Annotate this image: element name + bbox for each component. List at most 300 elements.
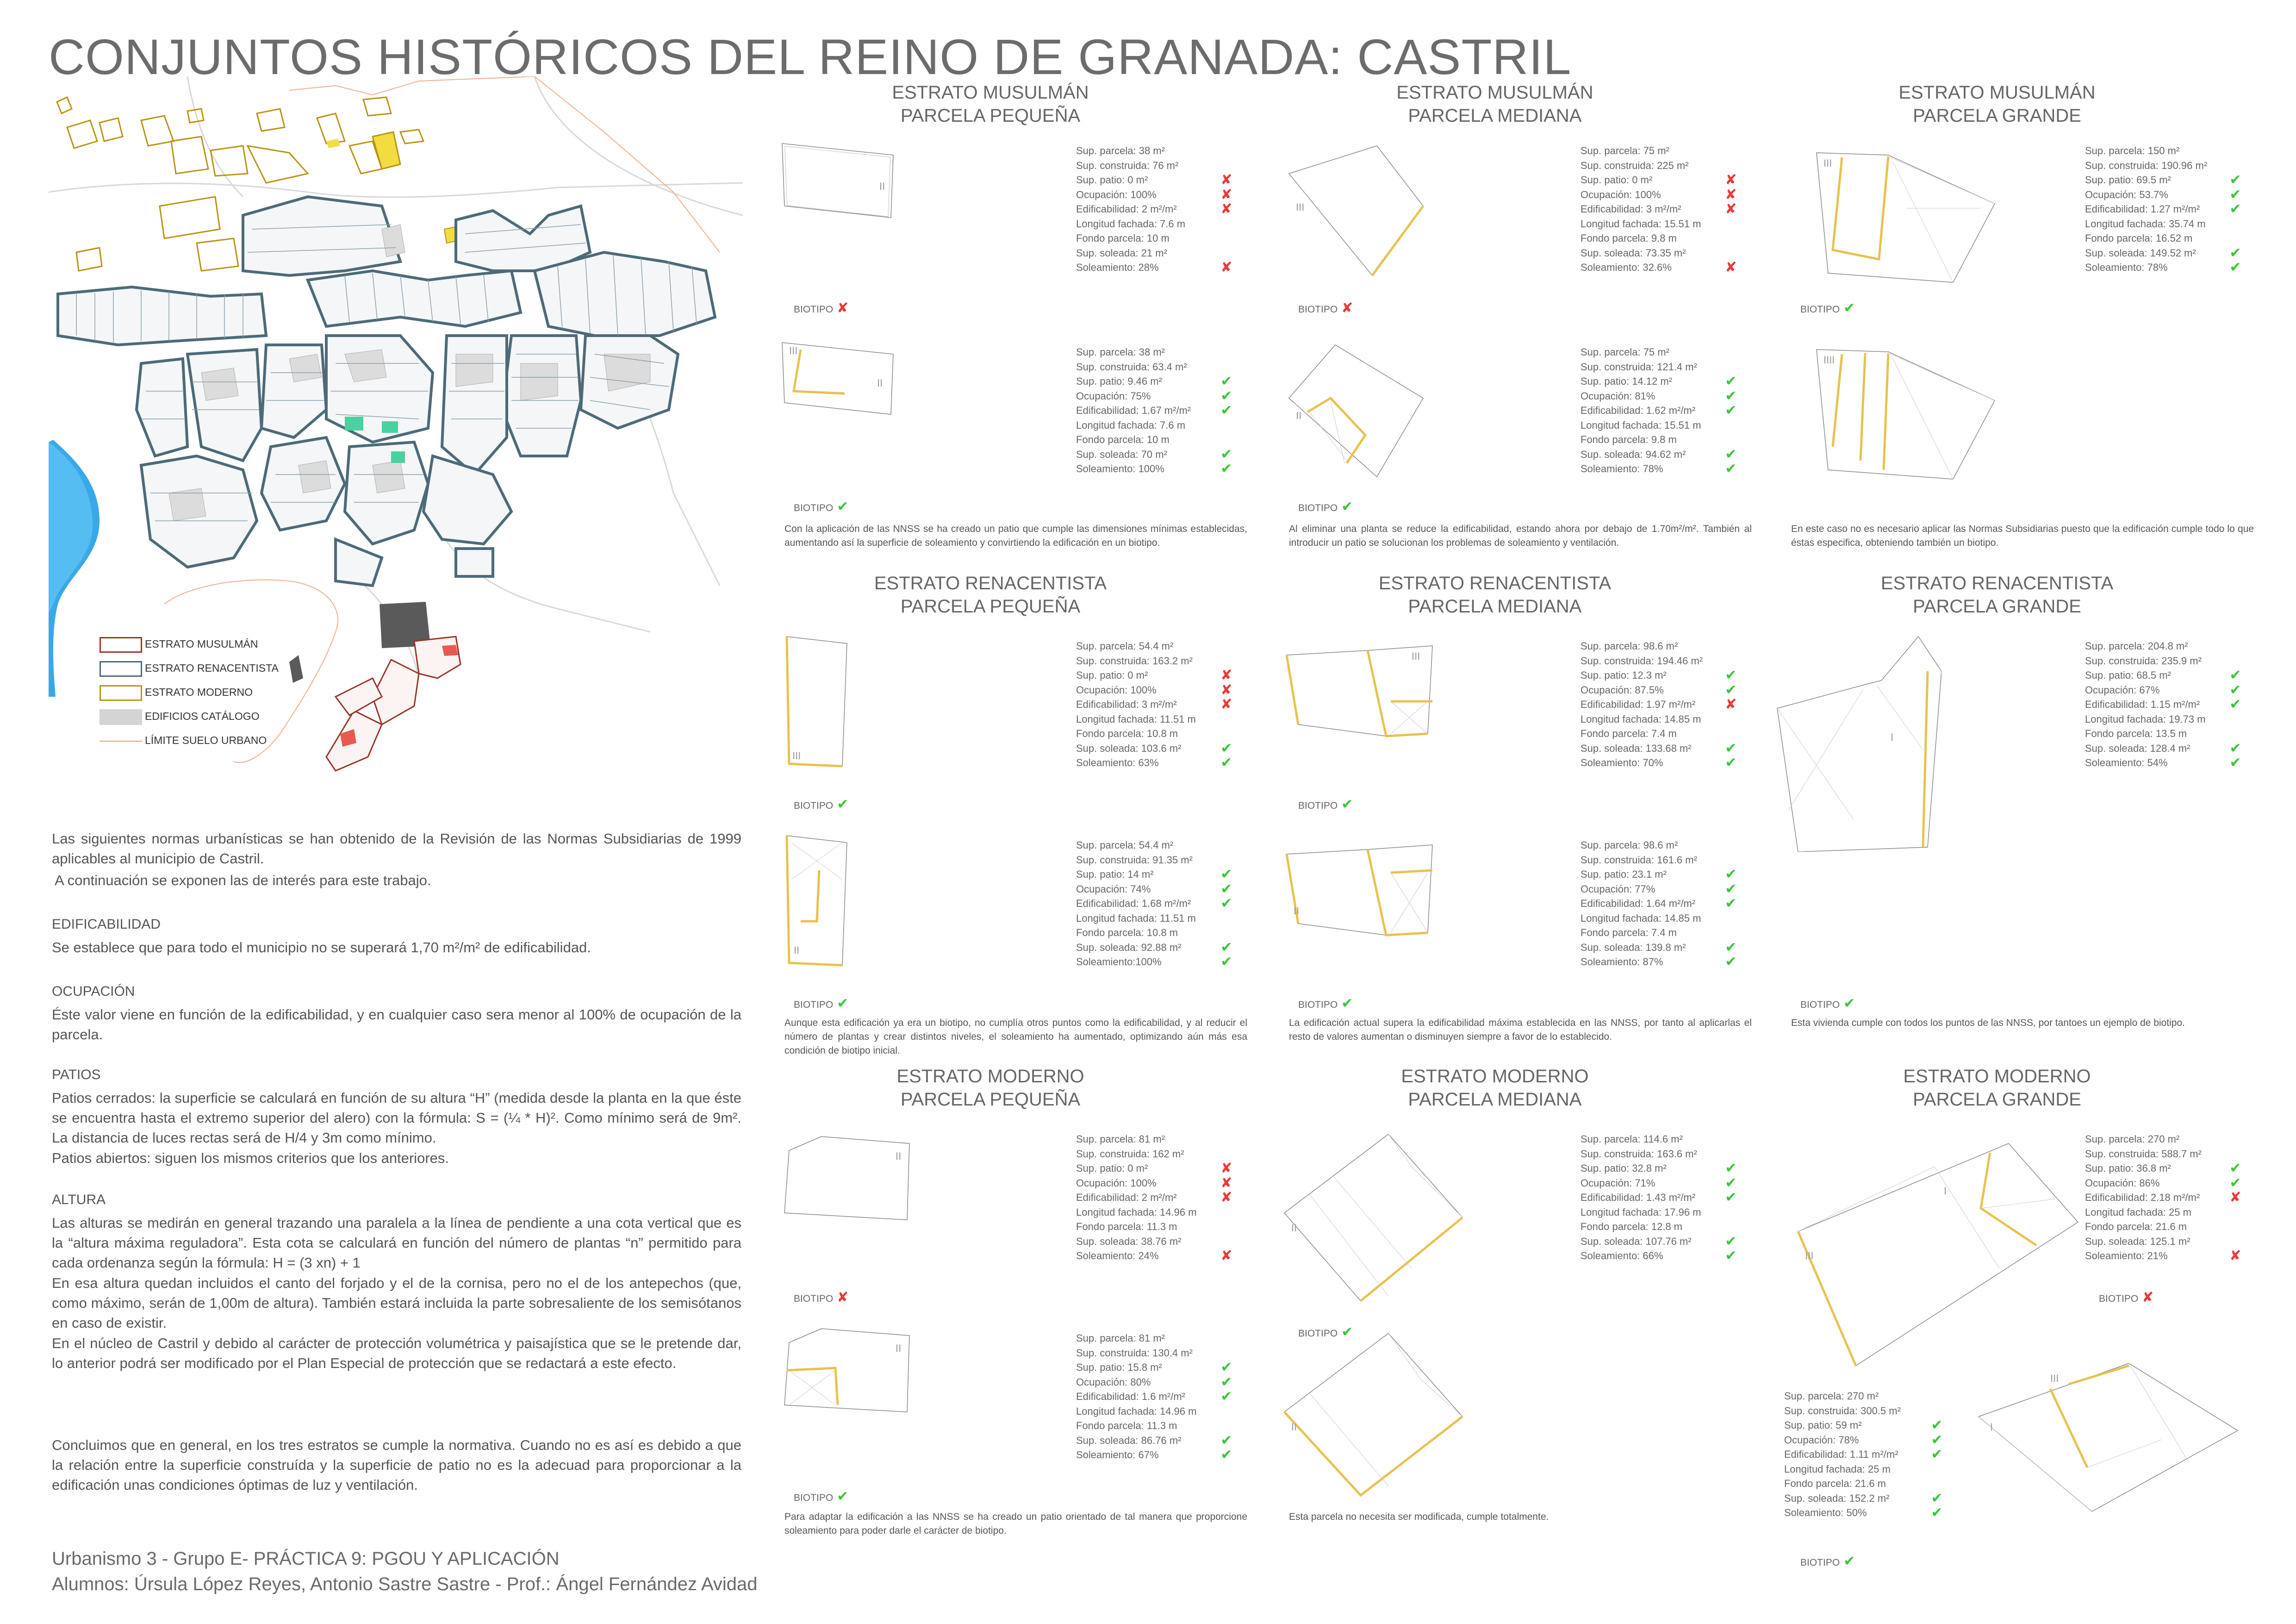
stat-line: Longitud fachada: 14.85 m <box>1580 713 1701 725</box>
stat-line: Sup. parcela: 54.4 m² <box>1076 839 1174 851</box>
check-icon: ✔ <box>1220 1432 1232 1448</box>
section-text: En esa altura quedan incluidos el canto del forjado y el de la cornisa, pero no el de los antepechos (que, como máximo, serán de 1,00m de altura). También estará incluida la parte sobresaliente de los semisótanos en caso de existir. <box>52 1275 741 1331</box>
parcel-plan-proposed <box>1976 1361 2240 1514</box>
check-icon: ✔ <box>1725 1248 1737 1263</box>
stat-line: Longitud fachada: 11.51 m <box>1076 912 1196 924</box>
stat-line: Sup. construida: 91.35 m² <box>1076 854 1193 866</box>
stat-line: Sup. construida: 190.96 m² <box>2085 159 2208 171</box>
parcel-stats <box>1580 345 1701 476</box>
stat-line: Sup. soleada: 92.88 m² <box>1076 941 1182 953</box>
biotipo-label: BIOTIPO ✔ <box>794 797 849 812</box>
check-icon: ✔ <box>1725 881 1737 897</box>
intro-paragraph: Las siguientes normas urbanísticas se han obtenido de la Revisión de las Normas Subsidiarias de 1999 aplicables al municipio de Castril. <box>52 831 741 867</box>
legend-label: ESTRATO MUSULMÁN <box>145 638 258 650</box>
check-icon: ✔ <box>1220 1360 1232 1375</box>
svg-text:II: II <box>896 1150 902 1162</box>
svg-text:II: II <box>794 944 800 956</box>
legend-label: LÍMITE SUELO URBANO <box>145 734 267 746</box>
parcel-plan-current <box>782 634 852 768</box>
section-title: ESTRATO MODERNO PARCELA PEQUEÑA <box>896 1066 1084 1110</box>
stat-line: Sup. soleada: 152.2 m² <box>1784 1492 1890 1504</box>
parcel-stats <box>1076 144 1185 275</box>
stat-line: Ocupación: 81% <box>1580 390 1655 402</box>
legend-swatch <box>100 709 142 725</box>
cross-icon: ✘ <box>837 300 849 316</box>
cross-icon: ✘ <box>1220 1190 1232 1205</box>
stat-line: Edificabilidad: 1.6 m²/m² <box>1076 1391 1185 1402</box>
stat-line: Ocupación: 74% <box>1076 883 1151 895</box>
svg-text:II: II <box>877 377 883 389</box>
stat-line: Ocupación: 80% <box>1076 1376 1151 1388</box>
stat-line: Ocupación: 71% <box>1580 1177 1655 1189</box>
parcel-stats <box>1076 1132 1197 1263</box>
section-title: ESTRATO RENACENTISTA PARCELA PEQUEÑA <box>874 573 1107 617</box>
section-title: ESTRATO RENACENTISTA PARCELA GRANDE <box>1880 573 2114 617</box>
stat-line: Sup. soleada: 133.68 m² <box>1580 742 1692 754</box>
biotipo-label: BIOTIPO ✘ <box>2099 1290 2154 1305</box>
cross-icon: ✘ <box>837 1290 849 1305</box>
svg-text:III: III <box>1805 1250 1814 1262</box>
stat-line: Soleamiento: 32.6% <box>1580 262 1672 273</box>
check-icon: ✔ <box>2229 260 2241 275</box>
stat-line: Sup. patio: 0 m² <box>1076 1162 1148 1174</box>
svg-text:III: III <box>1412 650 1420 662</box>
check-icon: ✔ <box>2229 682 2241 698</box>
stat-line: Sup. parcela: 54.4 m² <box>1076 640 1174 652</box>
stat-line: Sup. construida: 162 m² <box>1076 1148 1184 1160</box>
check-icon: ✔ <box>1220 403 1232 418</box>
legend-item <box>100 707 317 726</box>
parcel-plan-current <box>780 141 900 225</box>
legend-item <box>100 731 317 750</box>
intro-paragraph: A continuación se exponen las de interés para este trabajo. <box>55 872 431 888</box>
parcel-plan-proposed <box>1284 836 1442 942</box>
legend-label: EDIFICIOS CATÁLOGO <box>145 710 260 722</box>
check-icon: ✔ <box>1220 446 1232 462</box>
cross-icon: ✘ <box>1220 201 1232 217</box>
check-icon: ✔ <box>1220 1389 1232 1404</box>
stat-line: Edificabilidad: 1.67 m²/m² <box>1076 405 1191 416</box>
check-icon: ✔ <box>2229 1161 2241 1176</box>
stat-line: Longitud fachada: 7.6 m <box>1076 419 1186 431</box>
check-icon: ✔ <box>1931 1432 1943 1448</box>
section-note: La edificación actual supera la edificabilidad máxima establecida en las NNSS, por tanto al aplicarlas el resto de valores aumentan o disminuyen siempre a favor de lo establecido. <box>1289 1018 1752 1042</box>
stat-line: Edificabilidad: 1.68 m²/m² <box>1076 898 1191 909</box>
parcel-stats <box>1580 639 1703 770</box>
svg-text:II: II <box>879 181 885 192</box>
stat-line: Longitud fachada: 14.85 m <box>1580 912 1701 924</box>
stat-line: Longitud fachada: 14.96 m <box>1076 1405 1197 1417</box>
stat-line: Edificabilidad: 1.97 m²/m² <box>1580 699 1696 710</box>
cross-icon: ✘ <box>1220 697 1232 712</box>
stat-line: Soleamiento: 67% <box>1076 1449 1159 1461</box>
stat-line: Fondo parcela: 13.5 m <box>2085 728 2187 739</box>
section-text: Se establece que para todo el municipio no se superará 1,70 m²/m² de edificabilidad. <box>52 939 591 956</box>
check-icon: ✔ <box>2229 187 2241 202</box>
stat-line: Soleamiento: 63% <box>1076 757 1159 768</box>
conclusion-text: Concluimos que en general, en los tres estratos se cumple la normativa. Cuando no es así es debido a que la relación entre la superficie construída y la superficie de patio no es la adecuad para proporcionar a la edificación unas condiciones óptimas de luz y ventilación. <box>52 1437 741 1493</box>
parcel-stats <box>1076 838 1196 969</box>
stat-line: Ocupación: 100% <box>1076 684 1157 696</box>
stat-line: Sup. parcela: 114.6 m² <box>1580 1133 1683 1145</box>
biotipo-label: BIOTIPO ✔ <box>794 996 849 1011</box>
legend-swatch <box>100 661 142 677</box>
parcel-stats <box>1784 1389 1901 1520</box>
stat-line: Sup. parcela: 204.8 m² <box>2085 640 2188 652</box>
stat-line: Soleamiento: 78% <box>1580 463 1663 475</box>
svg-text:I: I <box>1990 1421 1993 1433</box>
check-icon: ✔ <box>1341 797 1353 812</box>
check-icon: ✔ <box>1341 996 1353 1011</box>
check-icon: ✔ <box>2229 740 2241 756</box>
svg-text:II: II <box>896 1343 902 1354</box>
check-icon: ✔ <box>2229 697 2241 712</box>
stat-line: Sup. soleada: 86.76 m² <box>1076 1434 1182 1446</box>
stat-line: Sup. patio: 15.8 m² <box>1076 1362 1162 1373</box>
check-icon: ✔ <box>2229 201 2241 217</box>
stat-line: Fondo parcela: 7.4 m <box>1580 927 1677 938</box>
check-icon: ✔ <box>837 499 849 514</box>
check-icon: ✔ <box>1220 954 1232 969</box>
stat-line: Sup. construida: 161.6 m² <box>1580 854 1697 866</box>
stat-line: Fondo parcela: 21.6 m <box>2085 1221 2187 1232</box>
stat-line: Soleamiento: 78% <box>2085 262 2168 273</box>
stat-line: Edificabilidad: 2.18 m²/m² <box>2085 1192 2200 1203</box>
check-icon: ✔ <box>1220 374 1232 389</box>
check-icon: ✔ <box>1220 896 1232 911</box>
parcel-plan-proposed <box>1282 1329 1467 1500</box>
parcel-plan-proposed <box>782 833 852 968</box>
stat-line: Edificabilidad: 3 m²/m² <box>1580 203 1681 215</box>
svg-text:III: III <box>789 345 798 356</box>
check-icon: ✔ <box>1725 867 1737 882</box>
cross-icon: ✘ <box>1725 187 1737 202</box>
check-icon: ✔ <box>2229 1175 2241 1191</box>
stat-line: Edificabilidad: 3 m²/m² <box>1076 699 1177 710</box>
check-icon: ✔ <box>1341 1324 1353 1340</box>
svg-text:IIII: IIII <box>1823 354 1835 366</box>
check-icon: ✔ <box>1725 954 1737 969</box>
parcel-stats <box>2085 1132 2202 1263</box>
stat-line: Fondo parcela: 10.8 m <box>1076 728 1178 739</box>
stat-line: Edificabilidad: 1.62 m²/m² <box>1580 405 1696 416</box>
section-title: ESTRATO MODERNO PARCELA GRANDE <box>1903 1066 2091 1110</box>
stat-line: Sup. patio: 0 m² <box>1076 669 1148 681</box>
stat-line: Sup. soleada: 149.52 m² <box>2085 247 2196 259</box>
check-icon: ✔ <box>1725 1175 1737 1191</box>
stat-line: Longitud fachada: 14.96 m <box>1076 1206 1197 1218</box>
stat-line: Edificabilidad: 1.43 m²/m² <box>1580 1192 1696 1203</box>
check-icon: ✔ <box>1220 881 1232 897</box>
stat-line: Sup. patio: 32.8 m² <box>1580 1162 1667 1174</box>
stat-line: Fondo parcela: 9.8 m <box>1580 232 1677 244</box>
stat-line: Longitud fachada: 35.74 m <box>2085 218 2206 230</box>
stat-line: Ocupación: 77% <box>1580 883 1655 895</box>
stat-line: Edificabilidad: 1.64 m²/m² <box>1580 898 1696 909</box>
stat-line: Sup. patio: 14.12 m² <box>1580 375 1673 387</box>
stat-line: Sup. construida: 130.4 m² <box>1076 1347 1193 1359</box>
parcel-plan-proposed <box>780 340 900 419</box>
cross-icon: ✘ <box>2142 1290 2154 1305</box>
cross-icon: ✘ <box>1220 260 1232 275</box>
stat-line: Edificabilidad: 1.27 m²/m² <box>2085 203 2200 215</box>
stat-line: Sup. construida: 235.9 m² <box>2085 655 2202 667</box>
stat-line: Sup. soleada: 73.35 m² <box>1580 247 1686 259</box>
cross-icon: ✘ <box>1220 668 1232 683</box>
stat-line: Sup. parcela: 98.6 m² <box>1580 640 1678 652</box>
check-icon: ✔ <box>1931 1490 1943 1506</box>
check-icon: ✔ <box>1931 1418 1943 1433</box>
stat-line: Sup. construida: 63.4 m² <box>1076 361 1187 373</box>
parcel-plan-proposed <box>1814 345 1999 484</box>
stat-line: Sup. soleada: 128.4 m² <box>2085 742 2190 754</box>
stat-line: Sup. soleada: 21 m² <box>1076 247 1167 259</box>
stat-line: Sup. parcela: 270 m² <box>1784 1390 1879 1402</box>
parcel-plan-current <box>1814 148 1999 287</box>
stat-line: Sup. soleada: 107.76 m² <box>1580 1235 1692 1247</box>
legend-swatch <box>100 685 142 701</box>
section-text: Patios cerrados: la superficie se calculará en función de su altura “H” (medida desde la planta en la que éste se encuentra hasta el extremo superior del alero) con la fórmula: S = (¼ * H)². Como mínimo será de 9m². La distancia de luces rectas será de H/4 y 3m como mínimo. <box>52 1090 741 1146</box>
parcel-stats <box>2085 144 2207 275</box>
stat-line: Sup. parcela: 75 m² <box>1580 346 1669 358</box>
stat-line: Edificabilidad: 1.11 m²/m² <box>1784 1449 1898 1460</box>
stat-line: Sup. parcela: 150 m² <box>2085 145 2180 156</box>
section-heading: PATIOS <box>52 1067 101 1082</box>
stat-line: Soleamiento: 24% <box>1076 1250 1159 1262</box>
cross-icon: ✘ <box>1725 260 1737 275</box>
biotipo-label: BIOTIPO ✔ <box>1298 996 1353 1011</box>
check-icon: ✔ <box>837 797 849 812</box>
check-icon: ✔ <box>1220 740 1232 756</box>
check-icon: ✔ <box>1725 668 1737 683</box>
section-title: ESTRATO RENACENTISTA PARCELA MEDIANA <box>1378 573 1612 617</box>
check-icon: ✔ <box>1843 1554 1855 1569</box>
check-icon: ✔ <box>1725 403 1737 418</box>
stat-line: Sup. soleada: 103.6 m² <box>1076 742 1182 754</box>
parcel-stats <box>1076 1331 1197 1462</box>
stat-line: Sup. patio: 36.8 m² <box>2085 1162 2171 1174</box>
check-icon: ✔ <box>1843 300 1855 316</box>
check-icon: ✔ <box>1725 374 1737 389</box>
stat-line: Sup. construida: 588.7 m² <box>2085 1148 2202 1160</box>
section-title: ESTRATO MODERNO PARCELA MEDIANA <box>1401 1066 1589 1110</box>
check-icon: ✔ <box>1220 1447 1232 1462</box>
legend-swatch <box>100 741 142 742</box>
stat-line: Ocupación: 86% <box>2085 1177 2160 1189</box>
section-note: Aunque esta edificación ya era un biotipo, no cumplía otros puntos como la edificabilidad, y al reducir el número de plantas y crear distintos niveles, el soleamiento ha aumentado, optimizando aún más esa condición de biotipo inicial. <box>784 1018 1247 1056</box>
stat-line: Sup. patio: 0 m² <box>1580 174 1653 186</box>
check-icon: ✔ <box>2229 245 2241 261</box>
section-note: Al eliminar una planta se reduce la edificabilidad, estando ahora por debajo de 1.70m²/m². También al introducir un patio se solucionan los problemas de soleamiento y ventilación. <box>1289 524 1752 548</box>
check-icon: ✔ <box>1220 939 1232 955</box>
legend-item <box>100 683 317 702</box>
stat-line: Ocupación: 67% <box>2085 684 2160 696</box>
parcel-stats <box>1580 1132 1701 1263</box>
svg-text:I: I <box>1891 731 1894 743</box>
stat-line: Sup. parcela: 75 m² <box>1580 145 1669 156</box>
svg-text:II: II <box>1294 905 1300 917</box>
cross-icon: ✘ <box>2229 1248 2241 1263</box>
check-icon: ✔ <box>1725 682 1737 698</box>
stat-line: Fondo parcela: 9.8 m <box>1580 434 1677 445</box>
svg-text:I: I <box>1944 1185 1947 1197</box>
check-icon: ✔ <box>1725 1161 1737 1176</box>
section-note: Para adaptar la edificación a las NNSS se ha creado un patio orientado de tal manera que proporcione soleamiento para poder darle el carácter de biotipo. <box>784 1512 1247 1536</box>
stat-line: Soleamiento: 70% <box>1580 757 1663 768</box>
stat-line: Sup. construida: 76 m² <box>1076 159 1179 171</box>
stat-line: Sup. parcela: 81 m² <box>1076 1133 1165 1145</box>
section-text: En el núcleo de Castril y debido al carácter de protección volumétrica y paisajística que se le pretende dar, lo anterior podrá ser modificado por el Plan Especial de protección que se redactará a este efecto. <box>52 1335 741 1371</box>
cross-icon: ✘ <box>1725 201 1737 217</box>
stat-line: Soleamiento:100% <box>1076 956 1162 968</box>
check-icon: ✔ <box>1725 1233 1737 1249</box>
check-icon: ✔ <box>1725 388 1737 404</box>
check-icon: ✔ <box>1725 740 1737 756</box>
parcel-stats <box>1076 639 1196 770</box>
parcel-plan-proposed <box>1284 343 1432 481</box>
stat-line: Sup. patio: 59 m² <box>1784 1419 1862 1431</box>
stat-line: Sup. patio: 68.5 m² <box>2085 669 2171 681</box>
stat-line: Sup. construida: 163.2 m² <box>1076 655 1193 667</box>
stat-line: Sup. soleada: 125.1 m² <box>2085 1235 2190 1247</box>
parcel-stats <box>2085 639 2206 770</box>
stat-line: Sup. construida: 121.4 m² <box>1580 361 1697 373</box>
stat-line: Longitud fachada: 15.51 m <box>1580 419 1701 431</box>
stat-line: Longitud fachada: 25 m <box>1784 1463 1891 1475</box>
check-icon: ✔ <box>1220 1374 1232 1390</box>
stat-line: Fondo parcela: 7.4 m <box>1580 728 1677 739</box>
legend-label: ESTRATO MODERNO <box>145 686 253 698</box>
cross-icon: ✘ <box>1220 172 1232 187</box>
stat-line: Soleamiento: 50% <box>1784 1507 1867 1518</box>
stat-line: Sup. patio: 12.3 m² <box>1580 669 1667 681</box>
svg-text:II: II <box>1296 410 1302 421</box>
parcel-stats <box>1076 345 1191 476</box>
cross-icon: ✘ <box>2229 1190 2241 1205</box>
parcel-plan-current <box>1284 637 1442 743</box>
stat-line: Longitud fachada: 19.73 m <box>2085 713 2206 725</box>
parcel-plan-current <box>1284 141 1432 280</box>
parcel-stats <box>1580 144 1701 275</box>
stat-line: Sup. soleada: 70 m² <box>1076 448 1167 460</box>
section-note: Con la aplicación de las NNSS se ha creado un patio que cumple las dimensiones mínimas establecidas, aumentando así la superficie de soleamiento y convirtiendo la edificación en un biotipo. <box>784 524 1247 548</box>
stat-line: Edificabilidad: 2 m²/m² <box>1076 1192 1177 1203</box>
stat-line: Fondo parcela: 10 m <box>1076 434 1170 445</box>
stat-line: Fondo parcela: 12.8 m <box>1580 1221 1683 1232</box>
check-icon: ✔ <box>2229 755 2241 770</box>
stat-line: Fondo parcela: 11.3 m <box>1076 1420 1177 1431</box>
biotipo-label: BIOTIPO ✔ <box>1298 1324 1353 1340</box>
footer-course: Urbanismo 3 - Grupo E- PRÁCTICA 9: PGOU Y APLICACIÓN <box>52 1549 560 1569</box>
stat-line: Ocupación: 87.5% <box>1580 684 1664 696</box>
legend-item <box>100 635 317 654</box>
svg-text:III: III <box>1296 201 1305 213</box>
check-icon: ✔ <box>2229 668 2241 683</box>
parcel-plan-current <box>1282 1130 1467 1305</box>
stat-line: Longitud fachada: 11.51 m <box>1076 713 1196 725</box>
biotipo-label: BIOTIPO ✘ <box>794 1290 849 1305</box>
stat-line: Soleamiento: 87% <box>1580 956 1663 968</box>
section-note: Esta parcela no necesita ser modificada, cumple totalmente. <box>1289 1512 1549 1522</box>
section-note: En este caso no es necesario aplicar las Normas Subsidiarias puesto que la edificación cumple todo lo que éstas especifica, obteniendo también un biotipo. <box>1791 524 2254 548</box>
svg-text:II: II <box>1291 1222 1297 1234</box>
check-icon: ✔ <box>1220 867 1232 882</box>
stat-line: Sup. soleada: 94.62 m² <box>1580 448 1686 460</box>
section-title: ESTRATO MUSULMÁN PARCELA GRANDE <box>1898 82 2096 126</box>
biotipo-label: BIOTIPO ✔ <box>1800 1554 1855 1569</box>
stat-line: Ocupación: 100% <box>1580 188 1661 200</box>
stat-line: Soleamiento: 100% <box>1076 463 1164 475</box>
check-icon: ✔ <box>1843 996 1855 1011</box>
legend-item <box>100 659 317 678</box>
stat-line: Sup. parcela: 38 m² <box>1076 145 1165 156</box>
stat-line: Sup. soleada: 139.8 m² <box>1580 941 1686 953</box>
cross-icon: ✘ <box>1725 697 1737 712</box>
check-icon: ✔ <box>837 996 849 1011</box>
cross-icon: ✘ <box>1725 172 1737 187</box>
cross-icon: ✘ <box>1220 187 1232 202</box>
stat-line: Sup. patio: 14 m² <box>1076 868 1154 880</box>
check-icon: ✔ <box>1725 896 1737 911</box>
cross-icon: ✘ <box>1220 682 1232 698</box>
svg-text:II: II <box>1291 1421 1297 1433</box>
stat-line: Fondo parcela: 10.8 m <box>1076 927 1178 938</box>
stat-line: Sup. construida: 300.5 m² <box>1784 1405 1901 1417</box>
stat-line: Edificabilidad: 1.15 m²/m² <box>2085 699 2200 710</box>
stat-line: Ocupación: 53.7% <box>2085 188 2168 200</box>
svg-text:III: III <box>792 750 801 762</box>
check-icon: ✔ <box>1725 446 1737 462</box>
stat-line: Soleamiento: 66% <box>1580 1250 1663 1262</box>
stat-line: Sup. parcela: 38 m² <box>1076 346 1165 358</box>
stat-line: Longitud fachada: 17.96 m <box>1580 1206 1701 1218</box>
biotipo-label: BIOTIPO ✔ <box>1800 300 1855 316</box>
stat-line: Sup. patio: 69.5 m² <box>2085 174 2171 186</box>
biotipo-label: BIOTIPO ✔ <box>794 499 849 514</box>
stat-line: Ocupación: 78% <box>1784 1434 1859 1446</box>
page-title: CONJUNTOS HISTÓRICOS DEL REINO DE GRANADA: CASTRIL <box>49 29 1572 85</box>
parcel-plan-current <box>1796 1139 2083 1370</box>
check-icon: ✔ <box>1220 755 1232 770</box>
section-text: Las alturas se medirán en general trazando una paralela a la línea de pendiente a una cota vertical que es la “altura máxima reguladora”. Esta cota se calculará en función del número de plantas “n” permitido para cada ordenanza según la fórmula: H = (3 xn) + 1 <box>52 1215 741 1271</box>
stat-line: Ocupación: 100% <box>1076 188 1157 200</box>
section-text: Patios abiertos: siguen los mismos criterios que los anteriores. <box>52 1150 449 1166</box>
cross-icon: ✘ <box>1220 1248 1232 1263</box>
stat-line: Edificabilidad: 2 m²/m² <box>1076 203 1177 215</box>
stat-line: Ocupación: 75% <box>1076 390 1151 402</box>
section-title: ESTRATO MUSULMÁN PARCELA PEQUEÑA <box>892 82 1089 126</box>
check-icon: ✔ <box>837 1489 849 1504</box>
stat-line: Longitud fachada: 25 m <box>2085 1206 2191 1218</box>
check-icon: ✔ <box>1931 1447 1943 1462</box>
stat-line: Sup. construida: 225 m² <box>1580 159 1689 171</box>
section-title: ESTRATO MUSULMÁN PARCELA MEDIANA <box>1396 82 1593 126</box>
section-heading: OCUPACIÓN <box>52 984 135 999</box>
stat-line: Sup. parcela: 98.6 m² <box>1580 839 1678 851</box>
section-note: Esta vivienda cumple con todos los puntos de las NNSS, por tantoes un ejemplo de biotipo. <box>1791 1018 2185 1028</box>
legend-label: ESTRATO RENACENTISTA <box>145 662 279 674</box>
stat-line: Longitud fachada: 7.6 m <box>1076 218 1186 230</box>
check-icon: ✔ <box>1725 1190 1737 1205</box>
cross-icon: ✘ <box>1220 1161 1232 1176</box>
cross-icon: ✘ <box>1220 1175 1232 1191</box>
stat-line: Soleamiento: 28% <box>1076 262 1159 273</box>
biotipo-label: BIOTIPO ✔ <box>1298 797 1353 812</box>
check-icon: ✔ <box>1725 755 1737 770</box>
stat-line: Fondo parcela: 10 m <box>1076 232 1170 244</box>
biotipo-label: BIOTIPO ✘ <box>1298 300 1353 316</box>
stat-line: Sup. construida: 194.46 m² <box>1580 655 1703 667</box>
